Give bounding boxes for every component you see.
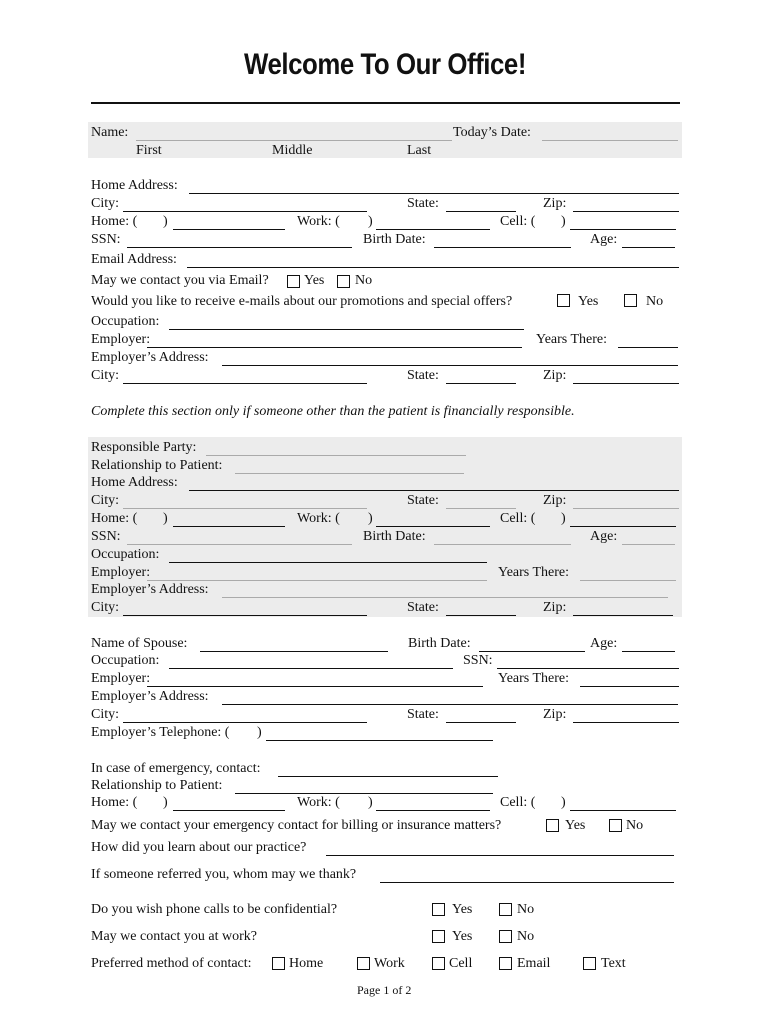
email-contact-yes-checkbox[interactable] xyxy=(287,275,300,288)
promotions-question: Would you like to receive e-mails about our promotions and special offers? xyxy=(91,294,513,309)
referral-field[interactable] xyxy=(380,882,674,883)
spouse-city-label: City: xyxy=(91,707,120,722)
resp-birth-date-label: Birth Date: xyxy=(363,529,426,544)
emergency-home-phone-field[interactable] xyxy=(173,810,285,811)
work-phone-label: Work: ( xyxy=(297,214,340,229)
spouse-employers-address-field[interactable] xyxy=(222,704,678,705)
employer-state-label: State: xyxy=(407,368,439,383)
responsible-party-field[interactable] xyxy=(206,455,466,456)
preferred-contact-home-label: Home xyxy=(289,956,324,971)
employers-address-field[interactable] xyxy=(222,365,678,366)
spouse-occupation-field[interactable] xyxy=(169,668,453,669)
resp-work-phone-label: Work: ( xyxy=(297,511,340,526)
spouse-name-label: Name of Spouse: xyxy=(91,636,188,651)
years-there-field[interactable] xyxy=(618,347,678,348)
spouse-ssn-field[interactable] xyxy=(497,668,679,669)
spouse-employer-telephone-field[interactable] xyxy=(266,740,493,741)
resp-age-field[interactable] xyxy=(622,544,675,545)
resp-work-phone-field[interactable] xyxy=(376,526,490,527)
work-phone-field[interactable] xyxy=(376,229,490,230)
resp-employer-label: Employer: xyxy=(91,565,151,580)
employer-zip-label: Zip: xyxy=(543,368,567,383)
resp-employer-city-field[interactable] xyxy=(123,615,367,616)
relationship-field[interactable] xyxy=(235,473,464,474)
employers-address-label: Employer’s Address: xyxy=(91,350,209,365)
emergency-work-phone-label: Work: ( xyxy=(297,795,340,810)
city-label: City: xyxy=(91,196,120,211)
middle-name-caption: Middle xyxy=(272,143,313,158)
emergency-billing-yes-label: Yes xyxy=(565,818,586,833)
resp-home-phone-label: Home: ( xyxy=(91,511,138,526)
emergency-cell-phone-field[interactable] xyxy=(570,810,676,811)
spouse-zip-field[interactable] xyxy=(573,722,679,723)
spouse-city-field[interactable] xyxy=(123,722,367,723)
page-number: Page 1 of 2 xyxy=(357,983,412,997)
responsible-party-label: Responsible Party: xyxy=(91,440,197,455)
years-there-label: Years There: xyxy=(536,332,608,347)
preferred-contact-email-label: Email xyxy=(517,956,551,971)
name-label: Name: xyxy=(91,125,129,140)
resp-home-address-field[interactable] xyxy=(189,490,679,491)
spouse-name-field[interactable] xyxy=(200,651,388,652)
email-contact-no-label: No xyxy=(355,273,373,288)
ssn-field[interactable] xyxy=(127,247,352,248)
email-address-field[interactable] xyxy=(187,267,679,268)
email-contact-question: May we contact you via Email? xyxy=(91,273,269,288)
occupation-field[interactable] xyxy=(169,329,524,330)
referral-question: If someone referred you, whom may we thank? xyxy=(91,867,357,882)
contact-at-work-no-checkbox[interactable] xyxy=(499,930,512,943)
resp-employer-zip-label: Zip: xyxy=(543,600,567,615)
employer-city-label: City: xyxy=(91,368,120,383)
spouse-employer-telephone-paren: ) xyxy=(257,725,262,740)
preferred-contact-work-label: Work xyxy=(374,956,405,971)
emergency-relationship-label: Relationship to Patient: xyxy=(91,778,223,793)
resp-home-phone-paren: ) xyxy=(163,511,168,526)
resp-city-label: City: xyxy=(91,493,120,508)
zip-label: Zip: xyxy=(543,196,567,211)
spouse-employer-field[interactable] xyxy=(147,686,483,687)
promotions-yes-checkbox[interactable] xyxy=(557,294,570,307)
preferred-contact-text-label: Text xyxy=(601,956,626,971)
last-name-caption: Last xyxy=(407,143,432,158)
resp-age-label: Age: xyxy=(590,529,618,544)
todays-date-label: Today’s Date: xyxy=(453,125,531,140)
promotions-no-checkbox[interactable] xyxy=(624,294,637,307)
spouse-employers-address-label: Employer’s Address: xyxy=(91,689,209,704)
birth-date-label: Birth Date: xyxy=(363,232,426,247)
emergency-home-phone-paren: ) xyxy=(163,795,168,810)
preferred-contact-label: Preferred method of contact: xyxy=(91,956,252,971)
home-address-label: Home Address: xyxy=(91,178,178,193)
spouse-state-field[interactable] xyxy=(446,722,516,723)
home-phone-paren: ) xyxy=(163,214,168,229)
resp-cell-phone-paren: ) xyxy=(561,511,566,526)
emergency-work-phone-field[interactable] xyxy=(376,810,490,811)
spouse-years-there-label: Years There: xyxy=(498,671,570,686)
email-contact-yes-label: Yes xyxy=(304,273,325,288)
ssn-label: SSN: xyxy=(91,232,121,247)
resp-home-address-label: Home Address: xyxy=(91,475,178,490)
emergency-contact-field[interactable] xyxy=(278,776,498,777)
birth-date-field[interactable] xyxy=(434,247,571,248)
resp-state-label: State: xyxy=(407,493,439,508)
resp-city-field[interactable] xyxy=(123,508,367,509)
resp-ssn-label: SSN: xyxy=(91,529,121,544)
name-field[interactable] xyxy=(136,140,452,141)
state-label: State: xyxy=(407,196,439,211)
contact-at-work-yes-checkbox[interactable] xyxy=(432,930,445,943)
preferred-contact-text-checkbox[interactable] xyxy=(583,957,596,970)
resp-cell-phone-label: Cell: ( xyxy=(500,511,536,526)
cell-phone-field[interactable] xyxy=(570,229,676,230)
confidential-yes-label: Yes xyxy=(452,902,473,917)
resp-home-phone-field[interactable] xyxy=(173,526,285,527)
contact-at-work-no-label: No xyxy=(517,929,535,944)
resp-employer-city-label: City: xyxy=(91,600,120,615)
confidential-no-label: No xyxy=(517,902,535,917)
cell-phone-label: Cell: ( xyxy=(500,214,536,229)
resp-state-field[interactable] xyxy=(446,508,516,509)
spouse-birth-date-field[interactable] xyxy=(479,651,585,652)
spouse-zip-label: Zip: xyxy=(543,707,567,722)
resp-years-there-label: Years There: xyxy=(498,565,570,580)
spouse-occupation-label: Occupation: xyxy=(91,653,160,668)
promotions-yes-label: Yes xyxy=(578,294,599,309)
employer-state-field[interactable] xyxy=(446,383,516,384)
spouse-employer-telephone-label: Employer’s Telephone: ( xyxy=(91,725,230,740)
employer-field[interactable] xyxy=(147,347,522,348)
emergency-home-phone-label: Home: ( xyxy=(91,795,138,810)
age-field[interactable] xyxy=(622,247,675,248)
confidential-no-checkbox[interactable] xyxy=(499,903,512,916)
responsible-party-note: Complete this section only if someone other than the patient is financially responsible. xyxy=(91,404,575,419)
emergency-contact-label: In case of emergency, contact: xyxy=(91,761,261,776)
spouse-age-field[interactable] xyxy=(622,651,675,652)
resp-ssn-field[interactable] xyxy=(127,544,352,545)
resp-work-phone-paren: ) xyxy=(368,511,373,526)
resp-zip-label: Zip: xyxy=(543,493,567,508)
resp-occupation-field[interactable] xyxy=(169,562,487,563)
emergency-cell-phone-paren: ) xyxy=(561,795,566,810)
employer-label: Employer: xyxy=(91,332,151,347)
city-field[interactable] xyxy=(123,211,367,212)
zip-field[interactable] xyxy=(573,211,679,212)
todays-date-field[interactable] xyxy=(542,140,678,141)
preferred-contact-cell-checkbox[interactable] xyxy=(432,957,445,970)
confidential-question: Do you wish phone calls to be confidential? xyxy=(91,902,338,917)
resp-employer-state-field[interactable] xyxy=(446,615,516,616)
resp-cell-phone-field[interactable] xyxy=(570,526,676,527)
contact-at-work-question: May we contact you at work? xyxy=(91,929,257,944)
contact-at-work-yes-label: Yes xyxy=(452,929,473,944)
confidential-yes-checkbox[interactable] xyxy=(432,903,445,916)
emergency-work-phone-paren: ) xyxy=(368,795,373,810)
promotions-no-label: No xyxy=(646,294,664,309)
emergency-cell-phone-label: Cell: ( xyxy=(500,795,536,810)
first-name-caption: First xyxy=(136,143,162,158)
resp-employers-address-label: Employer’s Address: xyxy=(91,582,209,597)
emergency-billing-no-checkbox[interactable] xyxy=(609,819,622,832)
emergency-billing-no-label: No xyxy=(626,818,644,833)
employer-city-field[interactable] xyxy=(123,383,367,384)
occupation-label: Occupation: xyxy=(91,314,160,329)
cell-phone-paren: ) xyxy=(561,214,566,229)
resp-years-there-field[interactable] xyxy=(580,580,676,581)
preferred-contact-cell-label: Cell xyxy=(449,956,473,971)
home-address-field[interactable] xyxy=(189,193,679,194)
page-title: Welcome To Our Office! xyxy=(243,48,527,81)
email-address-label: Email Address: xyxy=(91,252,177,267)
spouse-state-label: State: xyxy=(407,707,439,722)
spouse-ssn-label: SSN: xyxy=(463,653,493,668)
resp-occupation-label: Occupation: xyxy=(91,547,160,562)
age-label: Age: xyxy=(590,232,618,247)
employer-zip-field[interactable] xyxy=(573,383,679,384)
learn-about-practice-field[interactable] xyxy=(326,855,674,856)
resp-birth-date-field[interactable] xyxy=(434,544,571,545)
relationship-label: Relationship to Patient: xyxy=(91,458,223,473)
emergency-billing-question: May we contact your emergency contact for billing or insurance matters? xyxy=(91,818,502,833)
home-phone-field[interactable] xyxy=(173,229,285,230)
resp-employer-field[interactable] xyxy=(147,580,487,581)
emergency-relationship-field[interactable] xyxy=(235,793,493,794)
emergency-billing-yes-checkbox[interactable] xyxy=(546,819,559,832)
preferred-contact-work-checkbox[interactable] xyxy=(357,957,370,970)
preferred-contact-home-checkbox[interactable] xyxy=(272,957,285,970)
spouse-employer-label: Employer: xyxy=(91,671,151,686)
title-rule xyxy=(91,102,680,104)
email-contact-no-checkbox[interactable] xyxy=(337,275,350,288)
spouse-age-label: Age: xyxy=(590,636,618,651)
spouse-years-there-field[interactable] xyxy=(580,686,679,687)
resp-employer-zip-field[interactable] xyxy=(573,615,673,616)
spouse-birth-date-label: Birth Date: xyxy=(408,636,471,651)
home-phone-label: Home: ( xyxy=(91,214,138,229)
resp-employers-address-field[interactable] xyxy=(222,597,668,598)
resp-zip-field[interactable] xyxy=(573,508,679,509)
preferred-contact-email-checkbox[interactable] xyxy=(499,957,512,970)
learn-about-practice-question: How did you learn about our practice? xyxy=(91,840,307,855)
state-field[interactable] xyxy=(446,211,516,212)
work-phone-paren: ) xyxy=(368,214,373,229)
resp-employer-state-label: State: xyxy=(407,600,439,615)
